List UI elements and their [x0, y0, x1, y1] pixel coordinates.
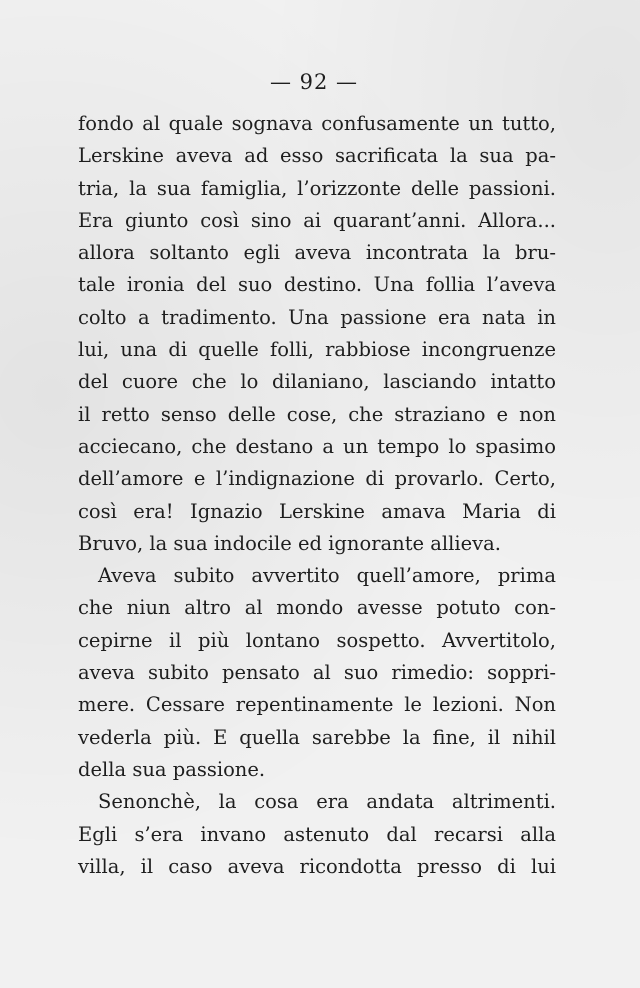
- text-line: vederla più. E quella sarebbe la fine, il nihil: [78, 725, 556, 749]
- text-line: tria, la sua famiglia, l’orizzonte delle passioni.: [78, 176, 556, 200]
- text-line: allora soltanto egli aveva incontrata la bru-: [78, 241, 556, 265]
- text-line: Era giunto così sino ai quarant’anni. Allora...: [78, 208, 556, 232]
- text-line: fondo al quale sognava confusamente un tutto,: [78, 112, 556, 135]
- text-line: cepirne il più lontano sospetto. Avvertitolo,: [78, 628, 556, 652]
- page-number: — 92 —: [269, 70, 359, 94]
- text-line: Egli s’era invano astenuto dal recarsi alla: [78, 822, 556, 846]
- text-line: dell’amore e l’indignazione di provarlo. Certo,: [78, 467, 556, 491]
- body-text: [78, 108, 556, 883]
- text-line: della sua passione.: [78, 757, 266, 781]
- text-line: Lerskine aveva ad esso sacrificata la sua pa-: [78, 144, 556, 168]
- text-line: il retto senso delle cose, che straziano e non: [78, 402, 556, 426]
- text-line: acciecano, che destano a un tempo lo spasimo: [78, 434, 556, 458]
- text-line: colto a tradimento. Una passione era nata in: [78, 305, 556, 329]
- paragraph-start-line: Aveva subito avvertito quell’amore, prima: [98, 564, 556, 588]
- text-line: del cuore che lo dilaniano, lasciando intatto: [78, 370, 556, 394]
- text-line: aveva subito pensato al suo rimedio: soppri-: [78, 661, 556, 685]
- text-line: lui, una di quelle folli, rabbiose incongruenze: [78, 338, 556, 362]
- text-line: tale ironia del suo destino. Una follia l’aveva: [78, 273, 556, 297]
- text-line: mere. Cessare repentinamente le lezioni. Non: [78, 693, 556, 717]
- text-line: così era! Ignazio Lerskine amava Maria di: [78, 499, 556, 523]
- text-line: che niun altro al mondo avesse potuto con-: [78, 596, 556, 620]
- text-line: villa, il caso aveva ricondotta presso di lui: [78, 854, 556, 878]
- text-line: Bruvo, la sua indocile ed ignorante allieva.: [78, 531, 502, 555]
- paragraph-start-line: Senonchè, la cosa era andata altrimenti.: [98, 790, 556, 814]
